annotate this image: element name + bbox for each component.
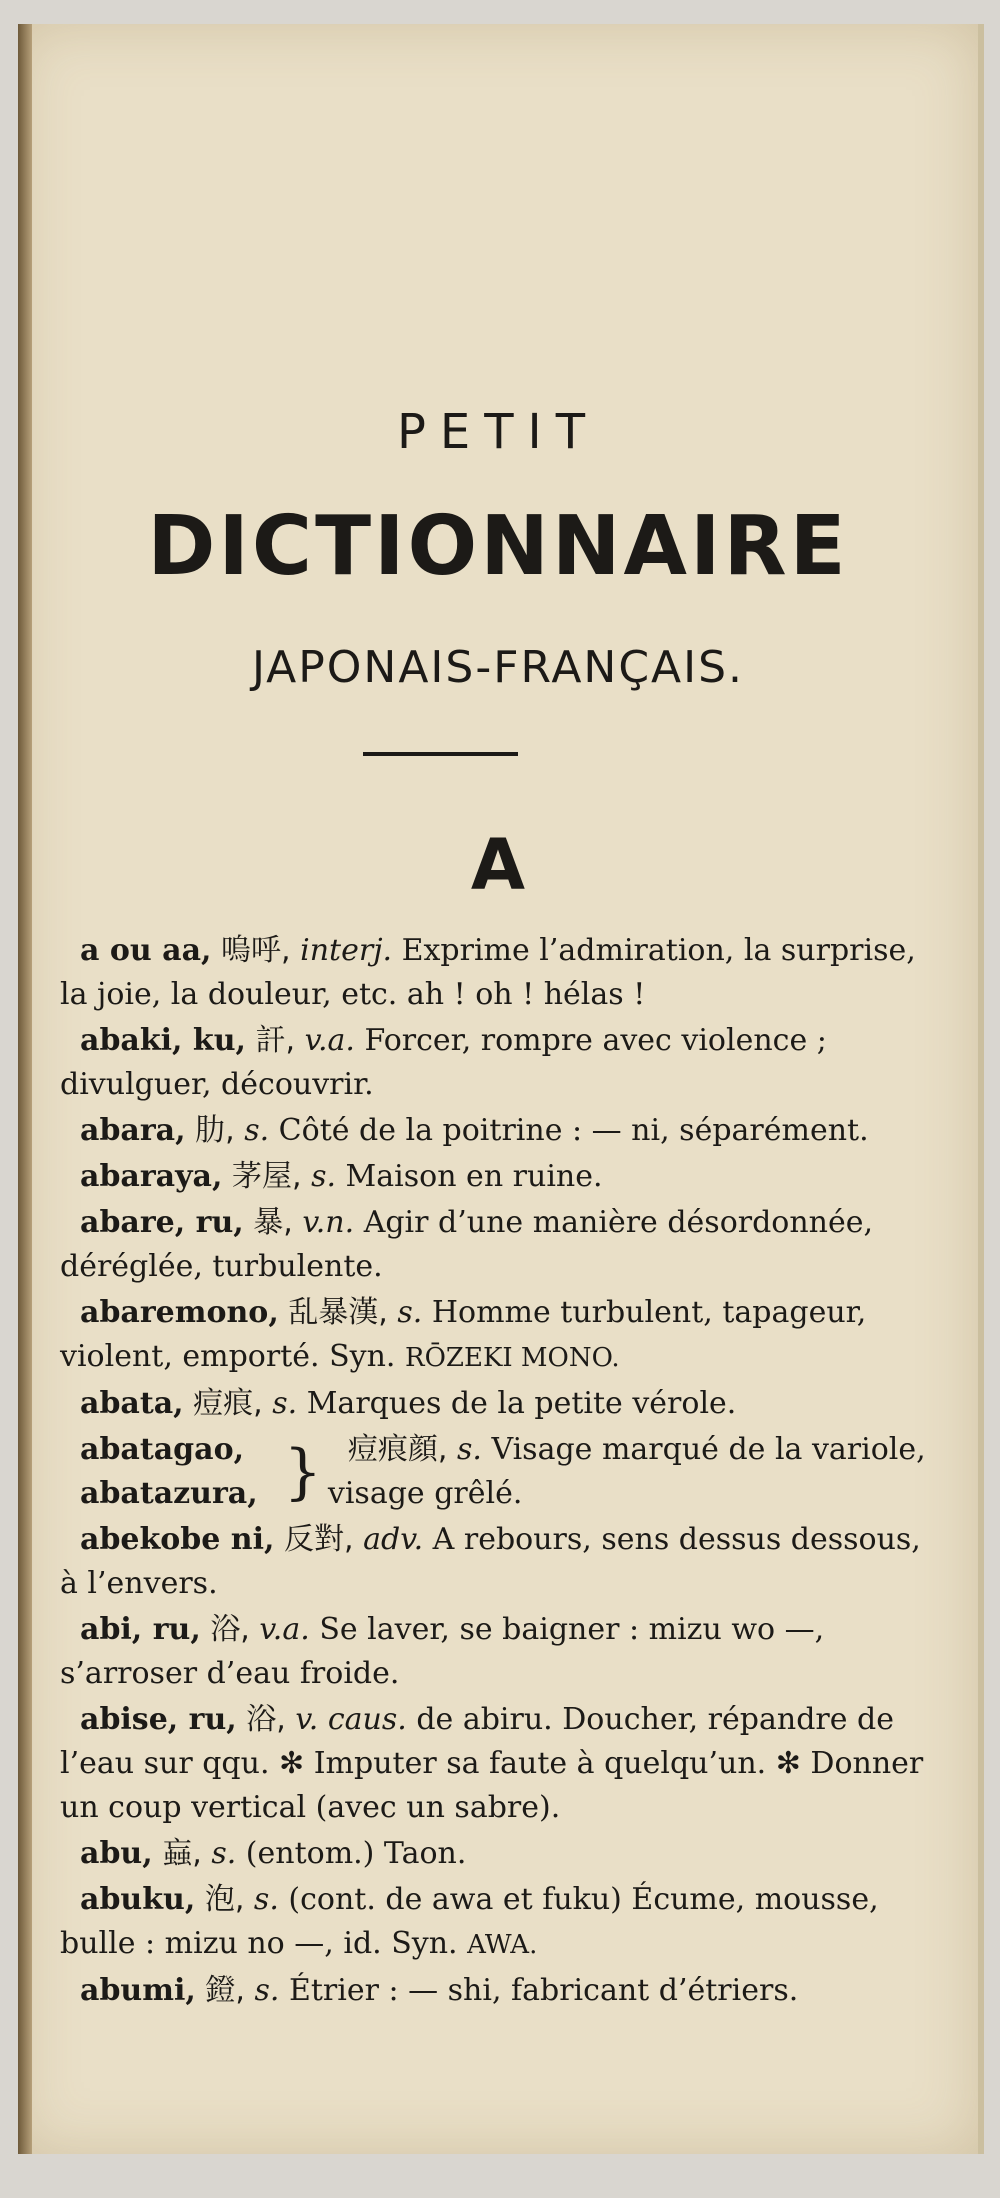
section-letter: A — [470, 824, 526, 906]
title-main: DICTIONNAIRE — [147, 499, 849, 594]
book-spine — [18, 24, 32, 2154]
bracket-headwords — [60, 1428, 258, 1516]
entry-definition: Forcer, rompre avec violence ; divulguer, découvrir. — [60, 1023, 827, 1102]
entry-definition: Exprime l’admiration, la surprise, la joie, la douleur, etc. ah ! oh ! hélas ! — [60, 933, 916, 1012]
entry-headword: a ou aa, — [80, 933, 212, 968]
entry-headword: abekobe ni, — [80, 1522, 275, 1557]
entry-kanji: 浴, — [246, 1702, 286, 1737]
entry-grammar: s. — [254, 1973, 280, 2008]
entry-definition: de abiru. Doucher, répandre de l’eau sur qqu. ✻ Imputer sa faute à quelqu’un. ✻ Donner un coup vertical (avec un sabre). — [60, 1702, 924, 1825]
entry-kanji: 痘痕, — [193, 1386, 263, 1421]
entry-headword: abata, — [80, 1386, 184, 1421]
entry-grammar: v. caus. — [295, 1702, 407, 1737]
entry-synonym: RŌZEKI MONO. — [405, 1343, 620, 1373]
entry-definition: Agir d’une manière désordonnée, déréglée, turbulente. — [60, 1205, 874, 1284]
entry-headword-2: abatazura, — [80, 1476, 258, 1511]
entry-abekobe-ni — [60, 1518, 940, 1606]
brace-glyph: } — [283, 1437, 322, 1507]
entry-grammar: v.n. — [302, 1205, 355, 1240]
entry-kanji: 反對, — [284, 1522, 354, 1557]
entry-definition: A rebours, sens dessus dessous, à l’envers. — [60, 1522, 921, 1601]
entry-headword: abi, ru, — [80, 1612, 201, 1647]
entry-kanji: 茅屋, — [231, 1159, 302, 1194]
entry-headword: abaremono, — [80, 1295, 279, 1330]
entry-headword: abaki, ku, — [80, 1023, 246, 1058]
entry-abumi — [60, 1969, 940, 2013]
entry-kanji: 蝱, — [162, 1836, 202, 1871]
entry-grammar: s. — [211, 1836, 237, 1871]
entry-abise — [60, 1698, 940, 1830]
entry-headword: abaraya, — [80, 1159, 223, 1194]
entry-definition: (cont. de awa et fuku) Écume, mousse, bulle : mizu no —, id. — [60, 1882, 879, 1961]
book-page — [18, 24, 984, 2154]
entry-abata — [60, 1382, 940, 1426]
entry-headword-1: abatagao, — [80, 1432, 245, 1467]
entry-definition: Côté de la poitrine : — ni, séparément. — [278, 1113, 869, 1148]
entry-kanji: 鐙, — [205, 1973, 245, 2008]
entry-headword: abare, ru, — [80, 1205, 244, 1240]
entry-headword: abise, ru, — [80, 1702, 237, 1737]
entry-abu — [60, 1832, 940, 1876]
entry-definition: Marques de la petite vérole. — [306, 1386, 737, 1421]
entry-grammar: s. — [272, 1386, 298, 1421]
entry-grammar: s. — [253, 1882, 279, 1917]
entry-abara — [60, 1109, 940, 1153]
title-rule — [363, 752, 518, 756]
entry-headword: abu, — [80, 1836, 153, 1871]
entry-grammar: s. — [311, 1159, 336, 1194]
entry-headword: abara, — [80, 1113, 186, 1148]
entry-grammar: s. — [456, 1432, 482, 1467]
entry-grammar: v.a. — [259, 1612, 310, 1647]
entry-synonym: AWA. — [467, 1930, 538, 1960]
entry-kanji: 浴, — [210, 1612, 250, 1647]
entry-grammar: adv. — [363, 1522, 424, 1557]
entry-kanji: 乱暴漢, — [288, 1295, 388, 1330]
entry-abaki — [60, 1019, 940, 1107]
entry-abaremono — [60, 1291, 940, 1380]
entry-syn-label: Syn. — [391, 1926, 458, 1961]
entry-definition: Maison en ruine. — [345, 1159, 603, 1194]
entry-grammar: s. — [397, 1295, 423, 1330]
entry-a-ou-aa — [60, 929, 940, 1017]
entry-kanji: 訐, — [255, 1023, 296, 1058]
entry-kanji: 暴, — [253, 1205, 293, 1240]
entry-abi — [60, 1608, 940, 1696]
entry-list — [60, 929, 940, 2015]
entry-syn-label: Syn. — [329, 1339, 396, 1374]
entry-grammar: v.a. — [304, 1023, 355, 1058]
entry-definition: Visage marqué de la variole, visage grêlé. — [327, 1432, 926, 1511]
entry-kanji: 肋, — [195, 1113, 235, 1148]
entry-kanji: 泡, — [204, 1882, 245, 1917]
entry-definition: Se laver, se baigner : mizu wo —, s’arroser d’eau froide. — [60, 1612, 825, 1691]
entry-definition: Étrier : — shi, fabricant d’étriers. — [288, 1973, 799, 2008]
entry-abuku — [60, 1878, 940, 1967]
entry-kanji: 痘痕顔, — [347, 1432, 448, 1467]
entry-abatagao — [60, 1428, 940, 1516]
entry-grammar: interj. — [300, 933, 393, 968]
entry-abare — [60, 1201, 940, 1289]
entry-definition: Homme turbulent, tapageur, violent, emporté. — [60, 1295, 867, 1374]
title-subtitle: JAPONAIS-FRANÇAIS. — [251, 642, 745, 693]
entry-abaraya — [60, 1155, 940, 1199]
entry-definition: (entom.) Taon. — [245, 1836, 467, 1871]
entry-kanji: 嗚呼, — [221, 933, 291, 968]
entry-grammar: s. — [244, 1113, 270, 1148]
title-petit: PETIT — [396, 404, 600, 460]
entry-headword: abuku, — [80, 1882, 196, 1917]
entry-headword: abumi, — [80, 1973, 196, 2008]
bracket-body — [328, 1428, 940, 1516]
